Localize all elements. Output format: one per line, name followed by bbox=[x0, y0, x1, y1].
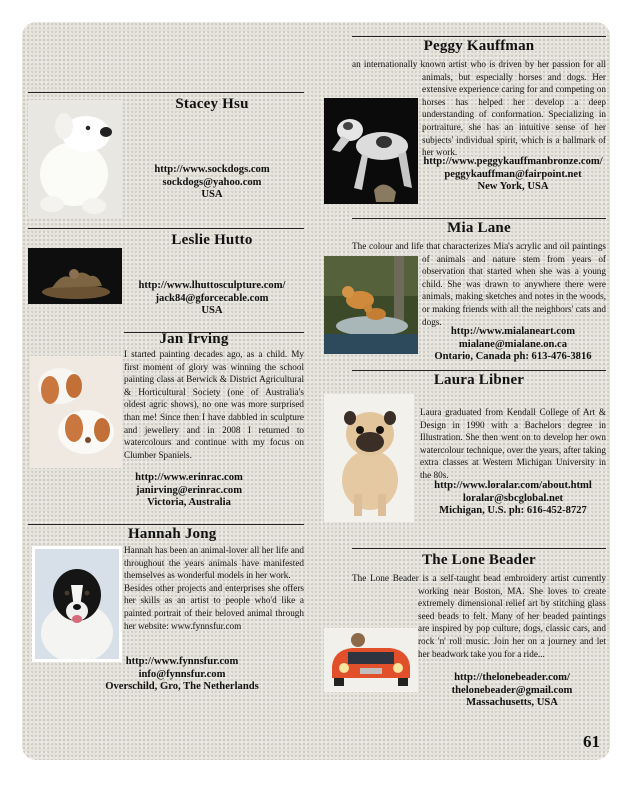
artist-contact-laura bbox=[420, 480, 606, 518]
artist-website-peggy[interactable]: http://www.peggykauffmanbronze.com/ bbox=[423, 156, 603, 167]
artist-bio-beader: The Lone Beader is a self-taught bead embroidery artist currently working near Boston, MA. She loves to create extremely dimensional relief art by stitching glass seed beads to felt. Many of her beaded paintings are inspired by pop culture, dogs, classic cars, and rock 'n' roll music. Join her on a journey and let her beadwork take you for a ride... bbox=[352, 573, 606, 659]
artist-bio-jan: I started painting decades ago, as a child. My first moment of glory was winning the school painting class at Berwick & District Agricultural & Horticultural Society (one of Australia's oldest agric shows), no one was more surprised than me! Since then I have dabbled in sculpture and jewellery and in 2008 I returned to watercolours and continue with my focus on Clumber Spaniels. bbox=[124, 349, 304, 460]
artist-name-mia: Mia Lane bbox=[447, 220, 511, 236]
artist-bio-hannah-p2: Besides other projects and enterprises she offers her skills as an artist to people who'd like a painted portrait of their beloved animal through her website: www.fynnsfur.com bbox=[124, 582, 304, 631]
artist-contact-stacey bbox=[132, 164, 292, 202]
photo-bronze-sculpture bbox=[28, 248, 122, 304]
section-divider bbox=[352, 36, 606, 37]
artist-name-peggy: Peggy Kauffman bbox=[423, 38, 535, 54]
artist-website-stacey[interactable]: http://www.sockdogs.com bbox=[154, 164, 270, 175]
artist-email-peggy[interactable]: peggykauffman@fairpoint.net bbox=[444, 168, 582, 180]
artist-website-mia[interactable]: http://www.mialaneart.com bbox=[450, 326, 576, 337]
artist-email-beader[interactable]: thelonebeader@gmail.com bbox=[451, 684, 573, 696]
artist-location-jan: Victoria, Australia bbox=[147, 497, 231, 509]
photo-border-collie-painting bbox=[32, 546, 122, 662]
artist-bio-mia: The colour and life that characterizes Mia's acrylic and oil paintings of animals and nature stem from years of observation that started when she was a young child. She was drawn to anywhere there were animals, making sketches and notes in the woods, or making friends with all the neighbors' cats and dogs. bbox=[352, 241, 606, 327]
artist-bio-peggy: an internationally known artist who is driven by her passion for all animals, but especially horses and dogs. Her extensive experience caring for and competing on horses has helped her develop a deep understanding of conformation. Specializing in portraiture, she has an intuitive sense of her subjects' individual spirit, which is a hallmark of her work. bbox=[352, 59, 606, 158]
section-divider bbox=[352, 370, 606, 371]
artist-name-laura: Laura Libner bbox=[433, 372, 525, 388]
artist-location-mia: Ontario, Canada ph: 613-476-3816 bbox=[434, 351, 592, 363]
artist-location-beader: Massachusetts, USA bbox=[466, 697, 558, 709]
photo-beaded-car bbox=[324, 628, 418, 692]
section-divider bbox=[352, 548, 606, 549]
artist-email-mia[interactable]: mialane@mialane.on.ca bbox=[458, 338, 568, 350]
artist-name-hannah: Hannah Jong bbox=[128, 526, 217, 542]
artist-contact-mia bbox=[420, 326, 606, 364]
artist-website-laura[interactable]: http://www.loralar.com/about.html bbox=[434, 480, 592, 491]
artist-website-jan[interactable]: http://www.erinrac.com bbox=[135, 472, 243, 483]
artist-website-leslie[interactable]: http://www.lhuttosculpture.com/ bbox=[138, 280, 286, 291]
artist-location-hannah: Overschild, Gro, The Netherlands bbox=[105, 681, 259, 693]
photo-pug-watercolour bbox=[324, 394, 414, 522]
artist-location-peggy: New York, USA bbox=[477, 181, 549, 193]
artist-contact-hannah bbox=[82, 656, 282, 694]
artist-name-beader: The Lone Beader bbox=[422, 552, 536, 568]
section-divider bbox=[352, 218, 606, 219]
artist-location-leslie: USA bbox=[201, 305, 223, 317]
artist-bio-hannah bbox=[124, 544, 304, 632]
artist-location-stacey: USA bbox=[201, 189, 223, 201]
artist-name-leslie: Leslie Hutto bbox=[171, 232, 253, 248]
section-divider bbox=[28, 92, 304, 93]
artist-website-hannah[interactable]: http://www.fynnsfur.com bbox=[125, 656, 239, 667]
artist-email-leslie[interactable]: jack84@gforcecable.com bbox=[155, 292, 269, 304]
section-divider bbox=[28, 228, 304, 229]
artist-website-beader[interactable]: http://thelonebeader.com/ bbox=[454, 672, 570, 683]
photo-spaniels-watercolour bbox=[30, 356, 122, 468]
magazine-page bbox=[22, 22, 610, 760]
artist-name-stacey: Stacey Hsu bbox=[175, 96, 249, 112]
page-number: 61 bbox=[583, 732, 600, 751]
photo-sock-dog bbox=[28, 100, 122, 218]
section-divider bbox=[28, 524, 304, 525]
artist-contact-leslie bbox=[132, 280, 292, 318]
artist-contact-jan bbox=[124, 472, 254, 510]
artist-email-hannah[interactable]: info@fynnsfur.com bbox=[138, 668, 226, 680]
artist-contact-beader bbox=[422, 672, 602, 710]
artist-location-laura: Michigan, U.S. ph: 616-452-8727 bbox=[439, 505, 587, 517]
artist-email-jan[interactable]: janirving@erinrac.com bbox=[135, 484, 243, 496]
artist-bio-laura: Laura graduated from Kendall College of Art & Design in 1990 with a Bachelors degree in Illustration. She then went on to develop her own watercolour technique, over the years, after taking extra classes at Western Michigan University in the 80s. bbox=[420, 407, 606, 480]
artist-bio-hannah-p1: Hannah has been an animal-lover all her life and throughout the years animals have manifested themselves as wonderful models in her work. bbox=[124, 545, 304, 581]
artist-email-laura[interactable]: loralar@sbcglobal.net bbox=[462, 492, 564, 504]
artist-email-stacey[interactable]: sockdogs@yahoo.com bbox=[162, 176, 262, 188]
artist-name-jan: Jan Irving bbox=[159, 331, 229, 347]
artist-contact-peggy bbox=[420, 156, 606, 194]
